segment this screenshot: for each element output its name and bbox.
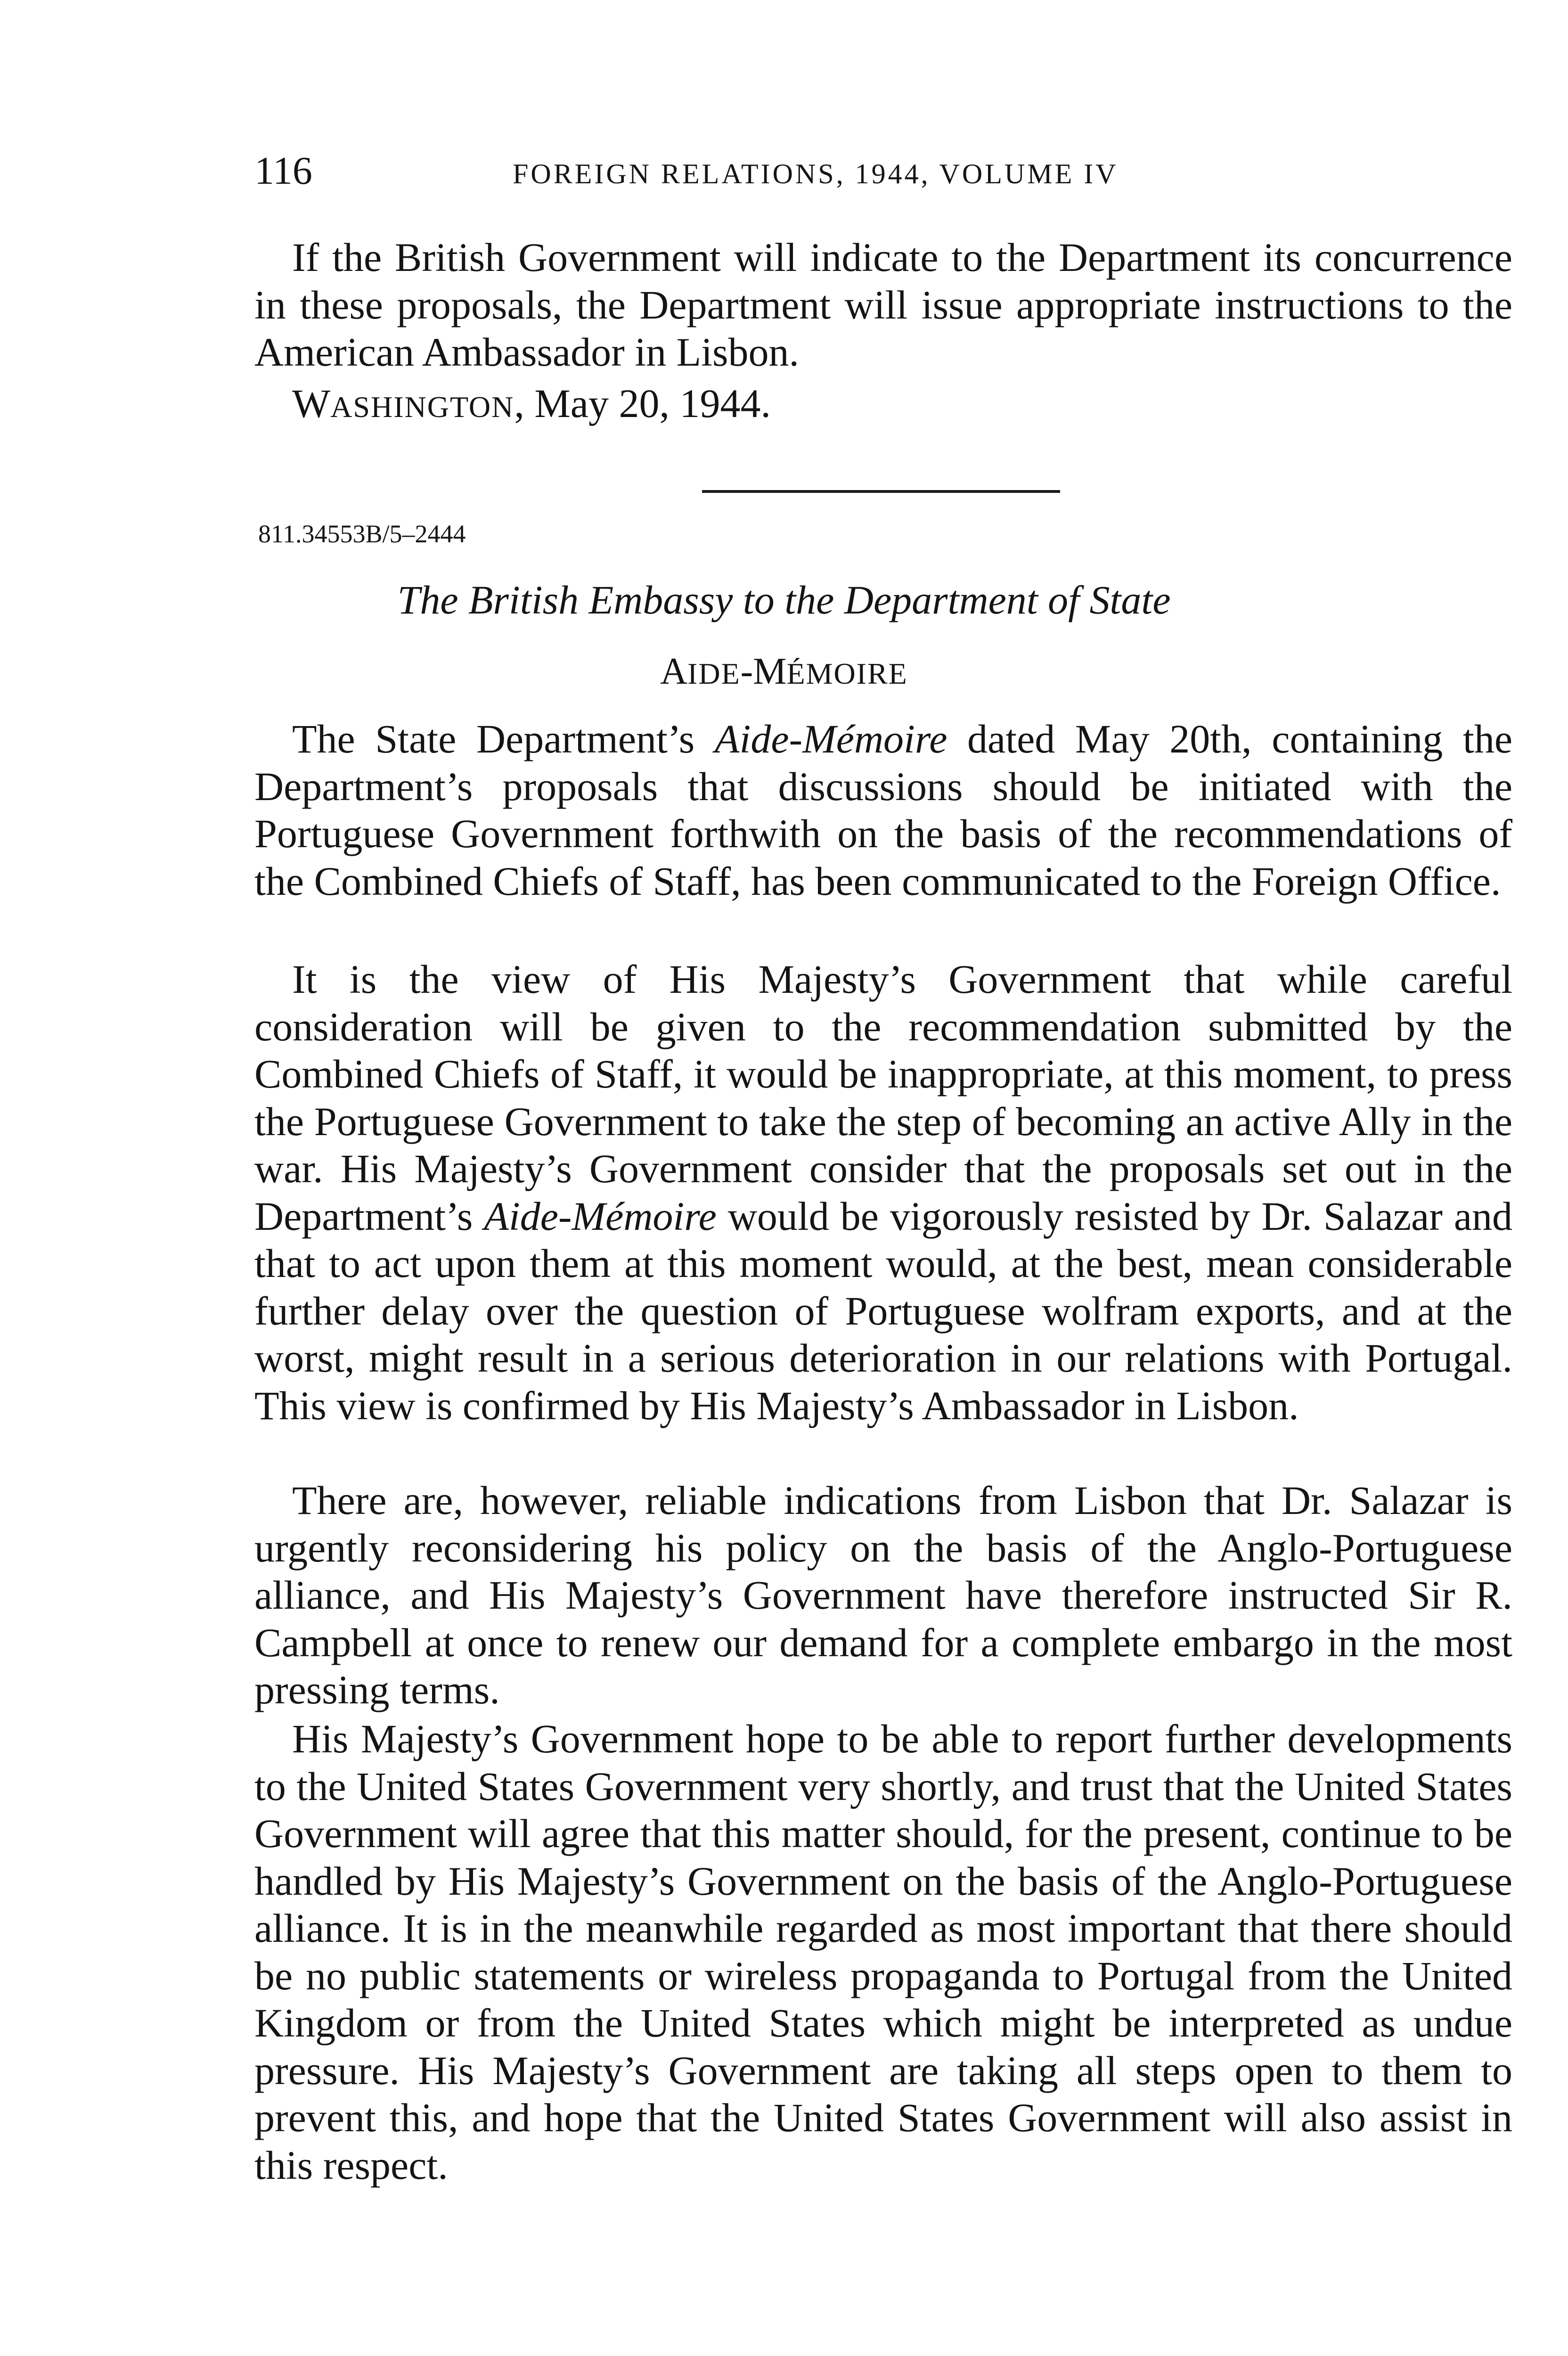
p2-text-before: It is the view of His Majesty’s Government that while careful consideration will be given to the recommendation submitted by the Combined Chiefs of Staff, it would be inappropriate, at this moment, to press the Portuguese Government to take the step of becoming an active Ally in the war. His Majesty’s Government consider that the proposals set out in the Department’s bbox=[254, 957, 1512, 1239]
body-paragraph-1 bbox=[254, 715, 1512, 905]
doc-type-cap-a: A bbox=[660, 651, 688, 692]
body-paragraph-4: His Majesty’s Government hope to be able to report further developments to the United States Government very shortly, and trust that the United States Government will agree that this matter should, for the present, continue to be handled by His Majesty’s Government on the basis of the Anglo-Portuguese alliance. It is in the meanwhile regarded as most important that there should be no public statements or wireless propaganda to Portugal from the United Kingdom or from the United States which might be interpreted as undue pressure. His Majesty’s Government are taking all steps open to them to prevent this, and hope that the United States Government will also assist in this respect. bbox=[254, 1716, 1512, 2188]
dateline-first-cap: W bbox=[292, 381, 331, 426]
doc-type-small-m: ÉMOIRE bbox=[786, 657, 908, 690]
opening-paragraph: If the British Government will indicate to the Department its concurrence in these proposals, the Department will issue appropriate instructions to the American Ambassador in Lisbon. bbox=[254, 235, 1512, 375]
doc-type-small-a: IDE bbox=[687, 657, 741, 690]
p1-italic-term: Aide-Mémoire bbox=[714, 716, 947, 761]
p1-text-after: dated May 20th, containing the Department’s proposals that discussions should be initiated with the Portuguese Government forthwith on the basis of the recommendations of the Combined Chiefs of Staff, has been communicated to the Foreign Office. bbox=[254, 716, 1512, 904]
section-divider bbox=[702, 490, 1060, 493]
dateline-first-smallcaps: ASHINGTON bbox=[330, 390, 514, 424]
page-number: 116 bbox=[254, 149, 312, 193]
p2-italic-term: Aide-Mémoire bbox=[484, 1193, 717, 1239]
body-paragraph-3: There are, however, reliable indications from Lisbon that Dr. Salazar is urgently reconsidering his policy on the basis of the Anglo-Portuguese alliance, and His Majesty’s Government have therefore instructed Sir R. Campbell at once to renew our demand for a complete embargo in the most pressing terms. bbox=[254, 1478, 1512, 1712]
file-number: 811.34553B/5–2444 bbox=[258, 520, 466, 548]
running-head: FOREIGN RELATIONS, 1944, VOLUME IV bbox=[513, 158, 1119, 189]
p2-text-after: would be vigorously resisted by Dr. Salazar and that to act upon them at this moment would, at the best, mean considerable further delay over the question of Portuguese wolfram exports, and at the worst, might result in a serious deterioration in our relations with Portugal. This view is confirmed by His Majesty’s Ambassador in Lisbon. bbox=[254, 1193, 1513, 1428]
p1-text-before: The State Department’s bbox=[292, 716, 715, 761]
dateline-first-date: , May 20, 1944. bbox=[514, 381, 771, 426]
document-type bbox=[0, 646, 1568, 700]
page-header bbox=[254, 145, 1527, 197]
doc-type-dash: - bbox=[740, 651, 753, 692]
dateline-first bbox=[292, 380, 771, 431]
body-paragraph-2 bbox=[254, 956, 1512, 1429]
doc-type-cap-m: M bbox=[753, 651, 787, 692]
document-title: The British Embassy to the Department of State bbox=[397, 577, 1171, 622]
